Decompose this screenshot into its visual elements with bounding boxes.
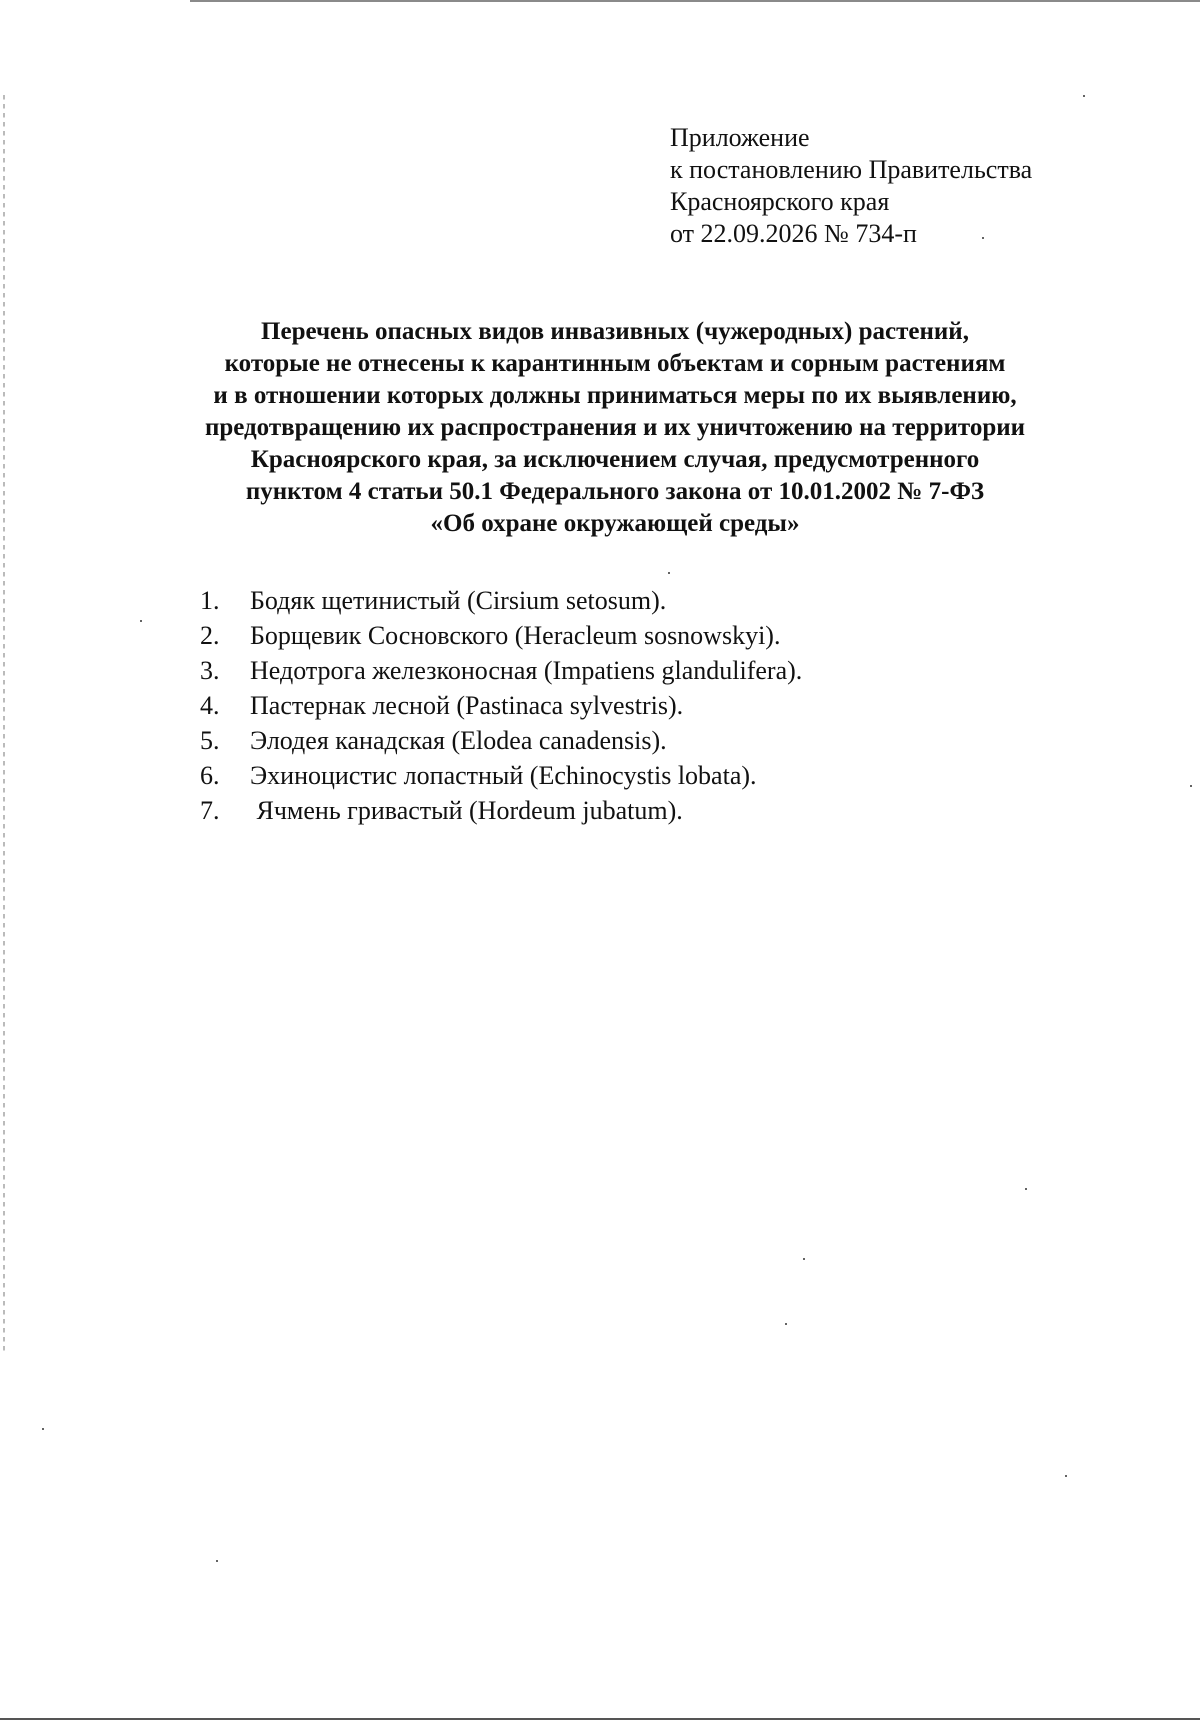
- title-line: Красноярского края, за исключением случая, предусмотренного: [250, 446, 980, 473]
- list-item-text: Пастернак лесной (Pastinaca sylvestris).: [250, 691, 684, 720]
- scan-speck: [785, 1323, 787, 1325]
- document-title: [150, 316, 1080, 540]
- scan-speck: [1025, 1188, 1027, 1190]
- scan-speck: [668, 572, 670, 574]
- list-item-text: Недотрога железконосная (Impatiens glandulifera).: [250, 656, 803, 685]
- appendix-header: [670, 122, 1032, 250]
- title-line: которые не отнесены к карантинным объектам и сорным растениям: [224, 350, 1006, 377]
- list-item-number: 1.: [200, 586, 220, 615]
- scan-speck: [42, 1428, 44, 1430]
- list-item-number: 6.: [200, 761, 220, 790]
- scan-edge-bottom: [0, 1718, 1200, 1720]
- list-item-number: 3.: [200, 656, 220, 685]
- scan-speck: [1083, 95, 1085, 97]
- scan-speck: [1190, 785, 1192, 787]
- list-item: [200, 688, 802, 723]
- list-item-number: 5.: [200, 726, 220, 755]
- scan-speck: [140, 620, 142, 622]
- list-item: [200, 583, 802, 618]
- appendix-resolution: к постановлению Правительства: [670, 155, 1033, 184]
- list-item-number: 4.: [200, 691, 220, 720]
- appendix-region: Красноярского края: [670, 187, 890, 216]
- list-item-text: Эхиноцистис лопастный (Echinocystis lobata).: [250, 761, 757, 790]
- list-item: [200, 758, 802, 793]
- appendix-date-number: от 22.09.2026 № 734-п: [670, 219, 917, 248]
- title-line: пунктом 4 статьи 50.1 Федерального закона от 10.01.2002 № 7-ФЗ: [245, 478, 985, 505]
- title-line: Перечень опасных видов инвазивных (чужеродных) растений,: [261, 318, 969, 345]
- scan-edge-left: [3, 95, 5, 1355]
- list-item-text: Борщевик Сосновского (Heracleum sosnowskyi).: [250, 621, 781, 650]
- list-item: [200, 723, 802, 758]
- scan-edge-top: [190, 0, 1200, 2]
- scan-speck: [803, 1258, 805, 1260]
- list-item: [200, 793, 802, 828]
- list-item: [200, 653, 802, 688]
- list-item-text: Бодяк щетинистый (Cirsium setosum).: [250, 586, 667, 615]
- list-item-number: 2.: [200, 621, 220, 650]
- list-item-number: 7.: [200, 796, 220, 825]
- list-item: [200, 618, 802, 653]
- appendix-label: Приложение: [670, 123, 810, 152]
- title-line: «Об охране окружающей среды»: [430, 510, 800, 537]
- list-item-text: Элодея канадская (Elodea canadensis).: [250, 726, 667, 755]
- list-item-text: Ячмень гривастый (Hordeum jubatum).: [250, 796, 683, 825]
- scan-speck: [1065, 1475, 1067, 1477]
- scan-speck: [216, 1560, 218, 1562]
- title-line: предотвращению их распространения и их уничтожению на территории: [204, 414, 1026, 441]
- title-line: и в отношении которых должны приниматься меры по их выявлению,: [213, 382, 1017, 409]
- plant-list: [200, 583, 802, 828]
